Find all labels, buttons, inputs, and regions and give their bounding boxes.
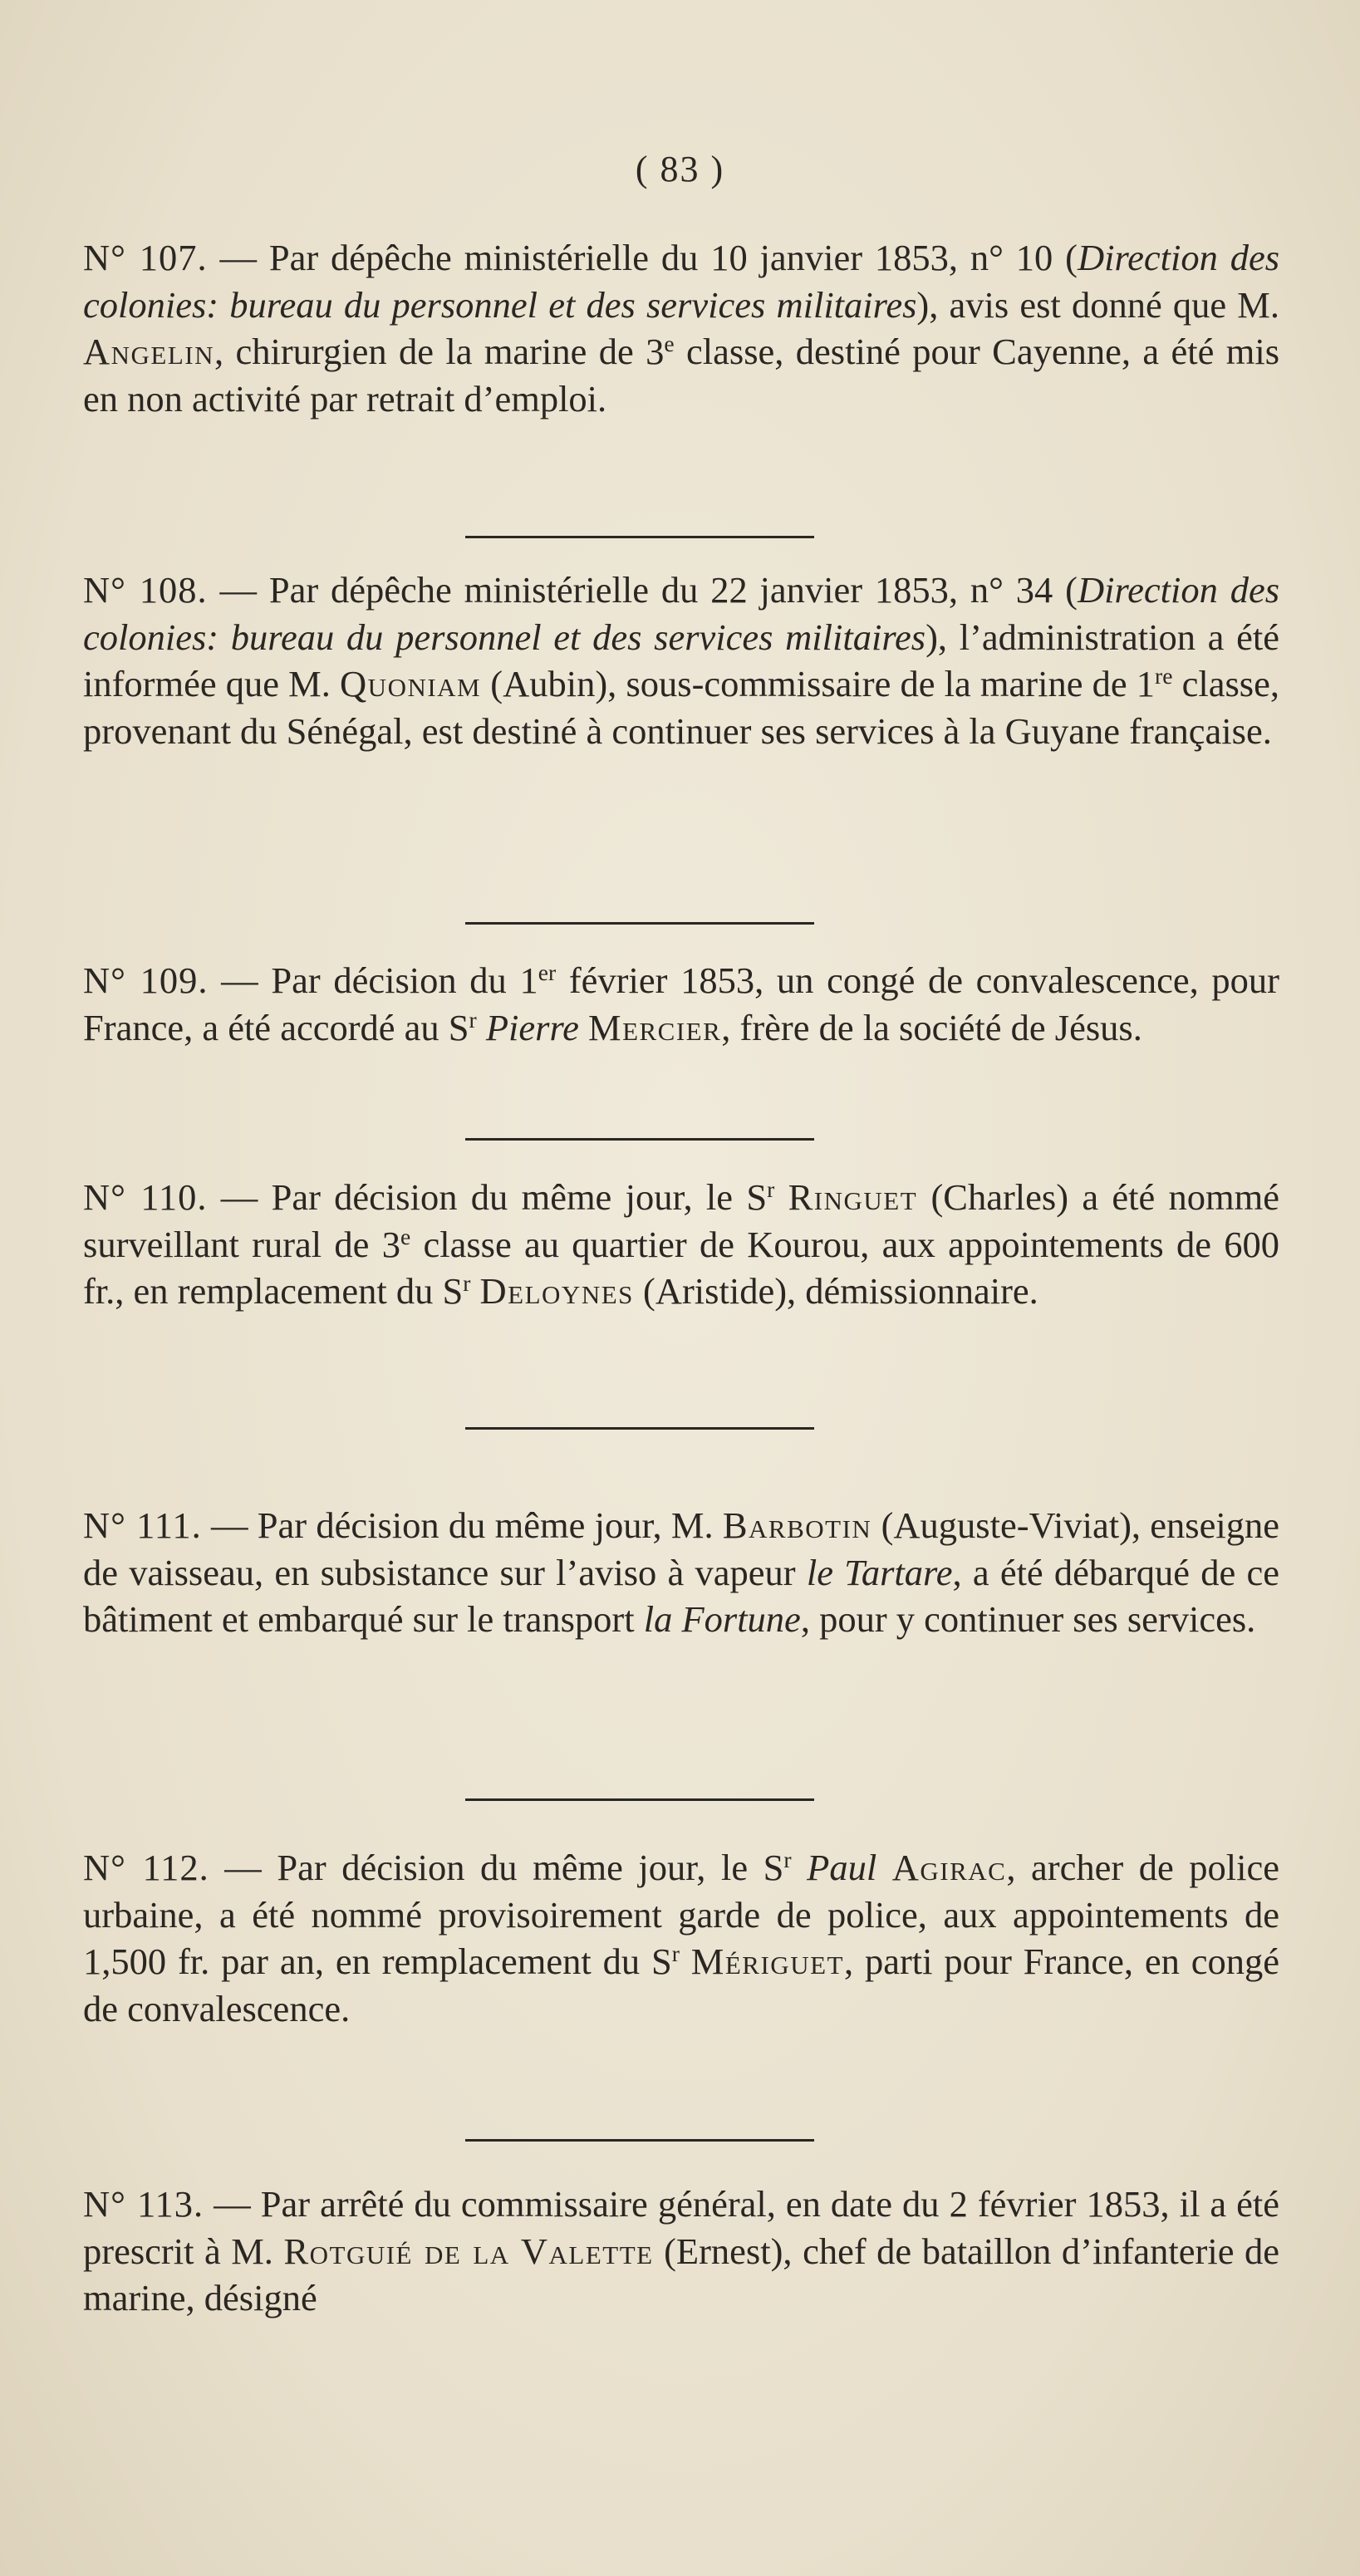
entry-text: , archer de police urbaine, a été nommé provisoirement garde de police, aux appointements de 1,500 fr. par an, en remplacement du S [83, 1847, 1280, 1982]
person-name: Angelin [83, 331, 214, 372]
entry-text: — Par dépêche ministérielle du 22 janvier 1853, n° 34 ( [207, 569, 1078, 611]
entry-text [876, 1847, 892, 1888]
entry-text [579, 1007, 588, 1048]
page-number: ( 83 ) [635, 149, 725, 189]
entry-text: , chirurgien de la marine de 3 [214, 331, 665, 372]
entry-text [470, 1270, 479, 1312]
separator-rule [465, 1798, 814, 1801]
entry-text: (Ernest), chef de bataillon d’infanterie de marine, désigné [83, 2230, 1279, 2318]
italic-text: la Fortune [643, 1598, 801, 1640]
entry-text: ), avis est donné que M. [916, 283, 1279, 326]
entry-text: classe, provenant du Sénégal, est destiné à continuer ses services à la Guyane française. [83, 663, 1280, 752]
entry-107 [83, 234, 1279, 422]
person-name: Barbotin [722, 1504, 872, 1546]
entry-text: classe, destiné pour Cayenne, a été mis en non activité par retrait d’emploi. [83, 331, 1280, 420]
entry-110 [83, 1174, 1279, 1315]
entry-number: N° 108. [83, 569, 208, 611]
entry-109 [83, 957, 1279, 1051]
entry-number: N° 111. [83, 1504, 202, 1546]
entry-text: (Aubin), sous-commissaire de la marine de 1 [481, 663, 1156, 704]
superscript: r [463, 1269, 471, 1296]
person-name: Ringuet [788, 1176, 918, 1218]
entry-text: classe au quartier de Kourou, aux appointements de 600 fr., en remplacement du S [83, 1223, 1279, 1312]
superscript: er [538, 959, 557, 985]
entry-108 [83, 567, 1279, 754]
superscript: r [469, 1006, 477, 1033]
entry-text: , a été débarqué de ce bâtiment et embarqué sur le transport [83, 1551, 1279, 1640]
separator-rule [465, 1138, 814, 1141]
entry-number: N° 113. [83, 2183, 204, 2225]
entry-text: — Par décision du 1 [208, 959, 538, 1001]
separator-rule [465, 922, 814, 925]
superscript: r [671, 1940, 680, 1966]
entry-text: , pour y continuer ses services. [800, 1598, 1256, 1640]
superscript: re [1155, 662, 1173, 689]
entry-text [792, 1847, 808, 1888]
person-name: Quoniam [340, 663, 482, 704]
person-name: Rotguié de la Valette [283, 2230, 654, 2272]
entry-number: N° 109. [83, 959, 209, 1001]
entry-text: ), l’administration a été informée que M. [83, 616, 1279, 704]
entry-text: , parti pour France, en congé de convalescence. [83, 1941, 1279, 2029]
italic-text: Paul [807, 1847, 877, 1888]
entry-112 [83, 1844, 1279, 2032]
entry-text: — Par dépêche ministérielle du 10 janvier 1853, n° 10 ( [207, 237, 1078, 278]
entry-111 [83, 1502, 1279, 1643]
entry-number: N° 107. [83, 237, 208, 278]
entry-text [477, 1007, 486, 1048]
entry-number: N° 110. [83, 1176, 208, 1218]
entry-text: — Par décision du même jour, M. [201, 1504, 723, 1546]
person-name: Mercier [588, 1006, 722, 1048]
entry-text: (Auguste-Viviat), enseigne de vaisseau, en subsistance sur l’aviso à vapeur [83, 1504, 1279, 1593]
separator-rule [465, 1427, 814, 1430]
entry-text: — Par décision du même jour, le S [207, 1176, 768, 1218]
italic-text: le Tartare [806, 1551, 953, 1593]
person-name: Mériguet [690, 1941, 844, 1982]
italic-text: Pierre [485, 1006, 579, 1048]
separator-rule [465, 536, 814, 538]
superscript: e [664, 330, 675, 356]
entry-text: (Aristide), démissionnaire. [633, 1270, 1038, 1312]
entry-text [774, 1176, 788, 1218]
italic-text: Direction des colonies: bureau du personnel et des services militaires [83, 569, 1280, 658]
separator-rule [465, 2139, 814, 2142]
superscript: r [783, 1846, 792, 1872]
person-name: Agirac [891, 1847, 1007, 1888]
person-name: Deloynes [479, 1270, 634, 1312]
entry-number: N° 112. [83, 1847, 209, 1888]
entry-text: — Par arrêté du commissaire général, en date du 2 février 1853, il a été prescrit à M. [83, 2183, 1279, 2272]
entry-text: (Charles) a été nommé surveillant rural de 3 [83, 1176, 1280, 1265]
entry-text: , frère de la société de Jésus. [721, 1006, 1142, 1048]
entry-text: — Par décision du même jour, le S [209, 1847, 784, 1888]
entry-113 [83, 2181, 1279, 2322]
superscript: r [767, 1175, 775, 1202]
superscript: e [400, 1223, 411, 1249]
entry-text [680, 1941, 691, 1982]
italic-text: Direction des colonies: bureau du personnel et des services militaires [83, 237, 1280, 326]
entry-text: février 1853, un congé de convalescence, pour France, a été accordé au S [83, 959, 1279, 1048]
